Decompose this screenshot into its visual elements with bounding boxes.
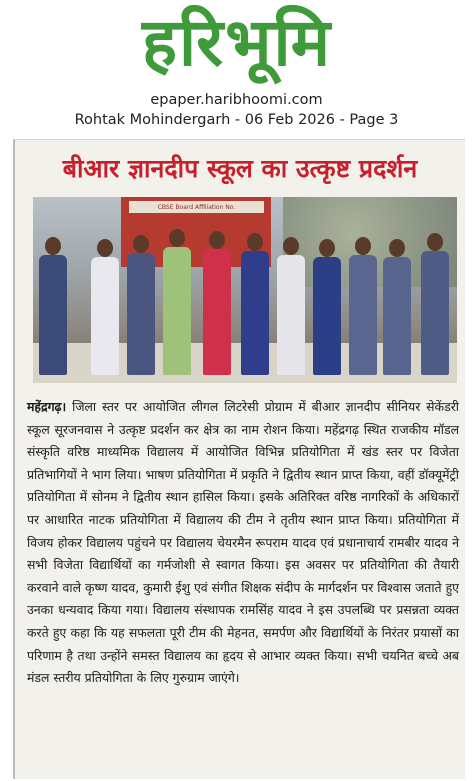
student-figure [277,237,305,375]
edition-info: Rohtak Mohindergarh - 06 Feb 2026 - Page 3 [74,112,399,128]
article-body [27,396,459,690]
masthead [0,0,473,138]
article-headline: बीआर ज्ञानदीप स्कूल का उत्कृष्ट प्रदर्शन [62,154,418,183]
student-figure [383,239,411,375]
news-clipping [13,139,465,779]
school-banner: CBSE Board Affiliation No. [129,201,264,213]
article-photo [33,197,457,383]
dateline: महेंद्रगढ़। [27,399,67,414]
student-figure [241,233,269,375]
student-figure [313,239,341,375]
student-figure [127,235,155,375]
haribhoomi-logo[interactable] [92,2,382,84]
site-url[interactable]: epaper.haribhoomi.com [150,92,323,108]
student-figure [421,233,449,375]
article-text: जिला स्तर पर आयोजित लीगल लिटरेसी प्रोग्राम में बीआर ज्ञानदीप सीनियर सेकेंडरी स्कूल सूरजनवास ने उत्कृष्ट प्रदर्शन कर क्षेत्र का नाम रोशन किया। महेंद्रगढ़ स्थित राजकीय मॉडल संस्कृति वरिष्ठ माध्यमिक विद्यालय में आयोजित विभिन्न प्रतियोगिता में खंड स्तर पर विजेता प्रतिभागियों ने भाग लिया। भाषण प्रतियोगिता में प्रकृति ने द्वितीय स्थान प्राप्त किया, वहीं डॉक्यूमेंट्री प्रतियोगिता में सोनम ने द्वितीय स्थान हासिल किया। इसके अतिरिक्त वरिष्ठ नागरिकों के अधिकारों पर आधारित नाटक प्रतियोगिता में विद्यालय की टीम ने तृतीय स्थान प्राप्त किया। प्रतियोगिता में विजय होकर विद्यालय पहुंचने पर विद्यालय चेयरमैन रूपराम यादव एवं प्रधानाचार्य रामबीर यादव ने सभी विजेता विद्यार्थियों का गर्मजोशी से स्वागत किया। इस अवसर पर प्रतियोगिता की तैयारी करवाने वाले कृष्ण यादव, कुमारी ईशु एवं संगीत शिक्षक संदीप के मार्गदर्शन पर विश्वास जताते हुए उनका धन्यवाद किया गया। विद्यालय संस्थापक रामसिंह यादव ने इस उपलब्धि पर प्रसन्नता व्यक्त करते हुए कहा कि यह सफलता पूरी टीम की मेहनत, समर्पण और विद्यार्थियों के निरंतर प्रयासों का परिणाम है तथा उन्होंने समस्त विद्यालय का हृदय से आभार व्यक्त किया। सभी चयनित बच्चे अब मंडल स्तरीय प्रतियोगिता के लिए गुरुग्राम जाएंगे। [27,399,459,686]
student-figure [39,237,67,375]
student-figure [349,237,377,375]
student-figure [91,239,119,375]
student-figure [163,229,191,375]
student-figure [203,231,231,375]
logo-text: हरिभूमि [141,4,333,81]
